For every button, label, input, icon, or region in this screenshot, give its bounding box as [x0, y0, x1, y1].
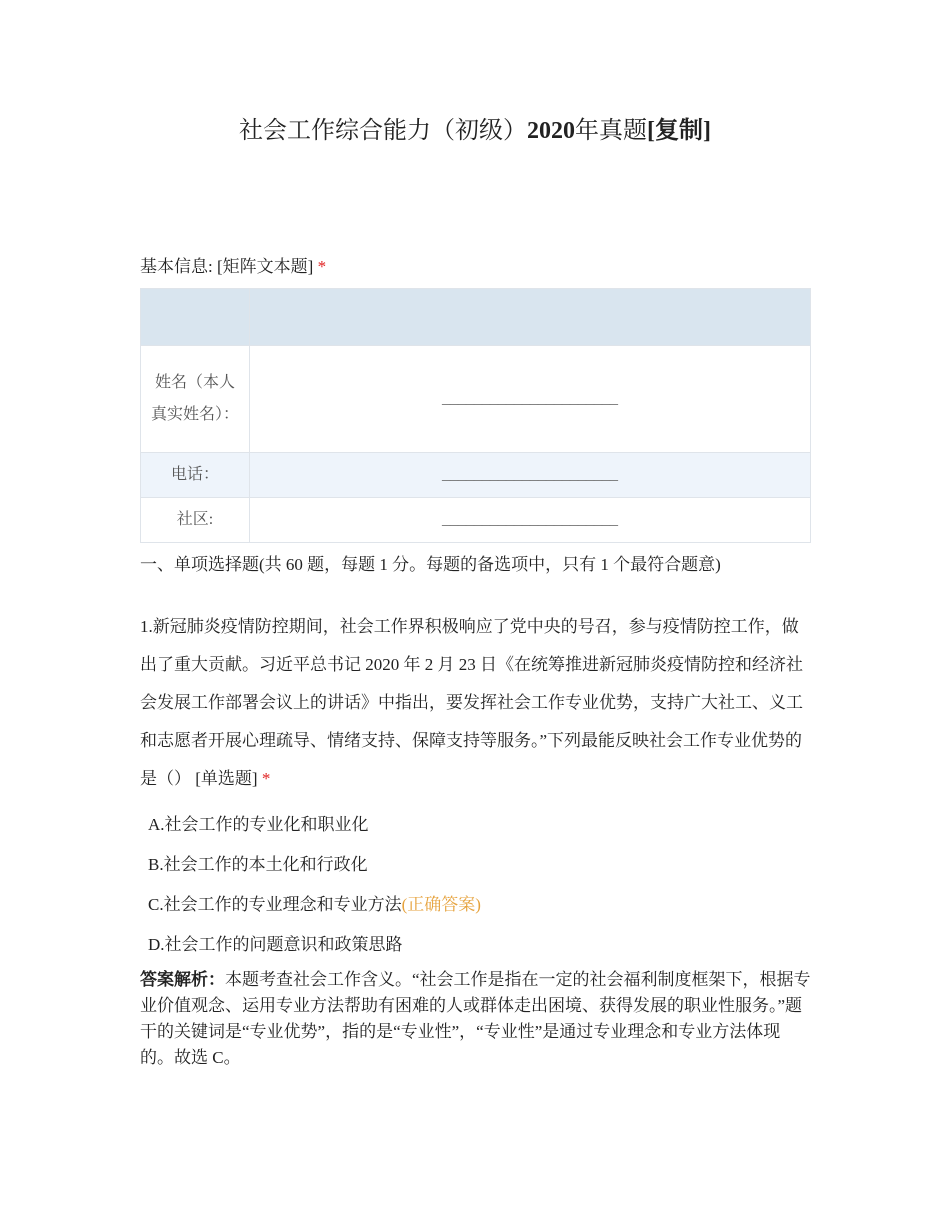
matrix-header-row	[141, 289, 811, 346]
community-input-blank[interactable]: ______________________	[442, 511, 618, 528]
basic-info-type: [矩阵文本题]	[216, 257, 314, 276]
option-b-text: B.社会工作的本土化和行政化	[148, 855, 368, 874]
analysis-text: 本题考查社会工作含义。“社会工作是指在一定的社会福利制度框架下，根据专业价值观念、运用专业方法帮助有困难的人或群体走出困境、获得发展的职业性服务。”题干的关键词是“专业优势”，指的是“专业性”，“专业性”是通过专业理念和专业方法体现的。故选 C。	[140, 970, 811, 1067]
answer-analysis	[140, 967, 812, 1071]
analysis-label: 答案解析：	[140, 970, 225, 989]
option-d-text: D.社会工作的问题意识和政策思路	[148, 935, 403, 954]
basic-info-colon: :	[208, 257, 213, 276]
phone-input-cell[interactable]	[250, 453, 811, 498]
matrix-header-value-cell	[250, 289, 811, 346]
basic-info-label	[140, 252, 326, 277]
name-input-blank[interactable]: ______________________	[442, 390, 618, 407]
page-title	[0, 110, 950, 145]
question-1-type: [单选题]	[195, 769, 258, 788]
question-1-text: 1.新冠肺炎疫情防控期间，社会工作界积极响应了党中央的号召，参与疫情防控工作，做出了重大贡献。习近平总书记 2020 年 2 月 23 日《在统筹推进新冠肺炎疫情防控和经济社会发展工作部署会议上的讲话》中指出，要发挥社会工作专业优势，支持广大社工、义工和志愿者开展心理疏导、情绪支持、保障支持等服务。”下列最能反映社会工作专业优势的是（）	[140, 617, 803, 788]
title-suffix: [复制]	[647, 118, 711, 144]
matrix-row-label: 姓名（本人真实姓名）：	[141, 346, 250, 453]
community-input-cell[interactable]	[250, 498, 811, 543]
question-1-stem	[140, 608, 812, 798]
option-b[interactable]	[148, 850, 368, 875]
title-mid: 年真题	[575, 118, 647, 144]
name-input-cell[interactable]	[250, 346, 811, 453]
basic-info-matrix	[140, 288, 811, 543]
matrix-row-label: 电话：	[141, 453, 250, 498]
option-a-text: A.社会工作的专业化和职业化	[148, 815, 369, 834]
required-marker: *	[261, 769, 271, 788]
title-prefix: 社会工作综合能力（初级）	[239, 118, 527, 144]
correct-answer-mark: (正确答案)	[401, 895, 481, 914]
option-c-text: C.社会工作的专业理念和专业方法	[148, 895, 402, 914]
matrix-row-name	[141, 346, 811, 453]
matrix-row-label: 社区:	[141, 498, 250, 543]
option-a[interactable]	[148, 810, 369, 835]
option-d[interactable]	[148, 930, 403, 955]
title-year: 2020	[527, 118, 575, 144]
matrix-header-label-cell	[141, 289, 250, 346]
part-one-heading: 一、单项选择题(共 60 题，每题 1 分。每题的备选项中，只有 1 个最符合题意)	[140, 555, 721, 574]
matrix-row-phone	[141, 453, 811, 498]
matrix-row-community	[141, 498, 811, 543]
option-c[interactable]	[148, 890, 481, 915]
phone-input-blank[interactable]: ______________________	[442, 466, 618, 483]
basic-info-title: 基本信息	[140, 257, 208, 276]
required-marker: *	[317, 257, 327, 276]
